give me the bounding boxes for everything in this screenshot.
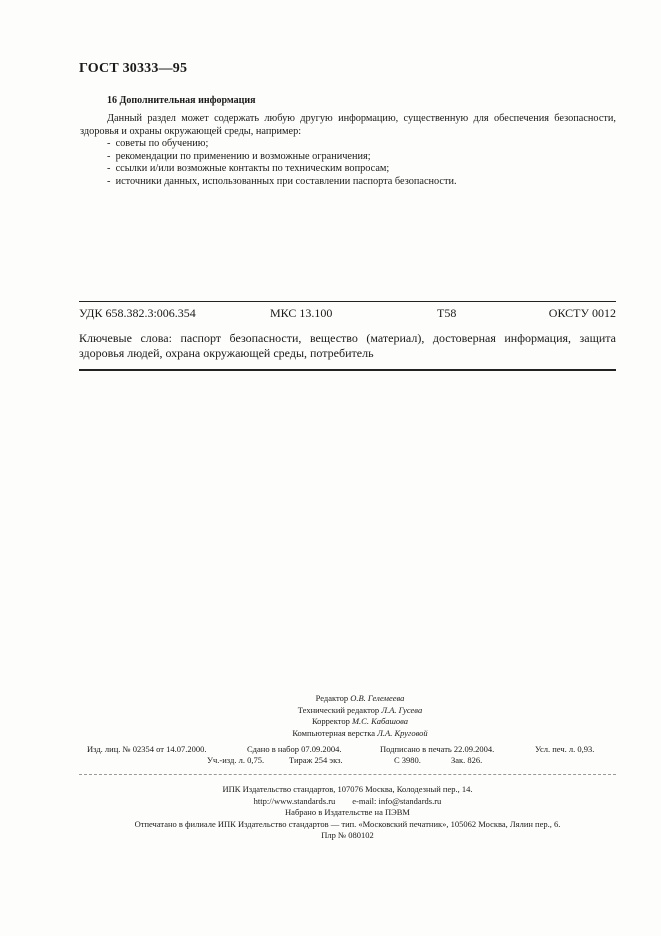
credits-block [230, 693, 490, 739]
credit-role: Технический редактор [297, 704, 380, 715]
list-item: - рекомендации по применению и возможные ограничения; [107, 151, 457, 164]
imprint-line: http://www.standards.ru e-mail: info@standards.ru [253, 795, 442, 806]
list-item: - ссылки и/или возможные контакты по техническим вопросам; [107, 163, 457, 176]
credit-role: Редактор [315, 693, 349, 703]
list-item: - советы по обучению; [107, 138, 457, 151]
order-number: Зак. 826. [451, 755, 483, 765]
udk-code: УДК 658.382.3:006.354 [79, 306, 196, 320]
divider-dashed [79, 774, 616, 775]
okstu-code: ОКСТУ 0012 [548, 306, 616, 320]
imprint-line: Плр № 080102 [321, 830, 374, 840]
sent-date: Сдано в набор 07.09.2004. [247, 744, 342, 754]
keywords: Ключевые слова: паспорт безопасности, вещество (материал), достоверная информация, защита здоровья людей, охрана окружающей среды, потребитель [79, 331, 616, 360]
document-header: ГОСТ 30333—95 [79, 61, 188, 76]
credit-role: Корректор [311, 716, 350, 726]
credit-line [230, 728, 490, 740]
credit-role: Компьютерная верстка [292, 727, 376, 738]
credit-name: Л.А. Круговой [377, 727, 428, 738]
divider-top [79, 301, 616, 302]
section-title: 16 Дополнительная информация [107, 95, 256, 106]
mks-code: МКС 13.100 [270, 306, 333, 320]
section-paragraph-text: Данный раздел может содержать любую другую информацию, существенную для обеспечения безопасности, здоровья и охраны окружающей среды, например: [80, 113, 616, 138]
credit-name: О.В. Гелемеева [350, 693, 405, 703]
credit-line [230, 705, 490, 717]
classification-row [79, 306, 616, 322]
license: Изд. лиц. № 02354 от 14.07.2000. [87, 744, 207, 754]
imprint-line: Набрано в Издательстве на ПЭВМ [285, 807, 410, 817]
imprint-line: Отпечатано в филиале ИПК Издательство стандартов — тип. «Московский печатник», 105062 Москва, Лялин пер., 6. [134, 818, 561, 829]
t-code: Т58 [437, 306, 457, 320]
credit-line [230, 693, 490, 705]
credit-name: М.С. Кабашова [351, 716, 409, 726]
print-run: Тираж 254 экз. [289, 755, 343, 765]
info-list [107, 138, 457, 188]
list-item: - источники данных, использованных при составлении паспорта безопасности. [107, 176, 457, 189]
edition-sheets: Уч.-изд. л. 0,75. [207, 755, 265, 765]
imprint-line: ИПК Издательство стандартов, 107076 Москва, Колодезный пер., 14. [222, 784, 473, 794]
print-sheets: Усл. печ. л. 0,93. [535, 744, 595, 754]
credit-name: Л.А. Гусева [381, 704, 423, 715]
c-number: С 3980. [394, 755, 421, 765]
section-paragraph [80, 112, 616, 138]
signed-date: Подписано в печать 22.09.2004. [380, 744, 495, 754]
credit-line [230, 716, 490, 728]
imprint-block [79, 784, 616, 842]
divider-bold [79, 369, 616, 371]
